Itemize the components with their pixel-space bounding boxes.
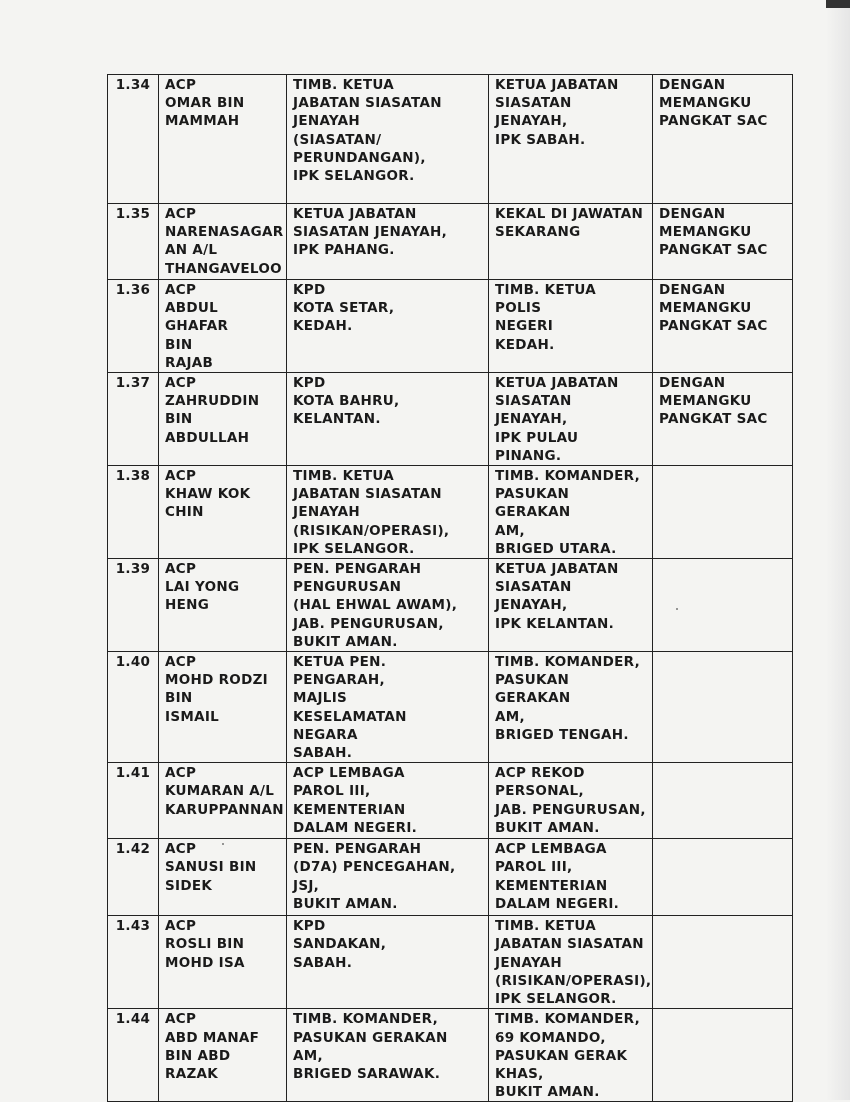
new-post: ACP LEMBAGA PAROL III, KEMENTERIAN DALAM NEGERI. [489, 839, 653, 916]
officer-name: ACP ABDUL GHAFAR BIN RAJAB [159, 280, 287, 373]
officer-name: ACP LAI YONG HENG [159, 559, 287, 652]
scan-speck [676, 608, 678, 610]
new-post: TIMB. KETUA POLIS NEGERI KEDAH. [489, 280, 653, 373]
current-post: KETUA JABATAN SIASATAN JENAYAH, IPK PAHANG. [287, 204, 489, 280]
table-row [108, 373, 793, 466]
current-post: TIMB. KETUA JABATAN SIASATAN JENAYAH (SIASATAN/ PERUNDANGAN), IPK SELANGOR. [287, 75, 489, 204]
current-post: KPD KOTA BAHRU, KELANTAN. [287, 373, 489, 466]
remark [653, 559, 793, 652]
new-post: KETUA JABATAN SIASATAN JENAYAH, IPK KELANTAN. [489, 559, 653, 652]
officer-name: ACP ABD MANAF BIN ABD RAZAK [159, 1009, 287, 1102]
table-row [108, 916, 793, 1009]
row-number: 1.41 [108, 763, 159, 839]
remark: DENGAN MEMANGKU PANGKAT SAC [653, 280, 793, 373]
row-number: 1.44 [108, 1009, 159, 1102]
remark [653, 916, 793, 1009]
new-post: KETUA JABATAN SIASATAN JENAYAH, IPK SABAH. [489, 75, 653, 204]
row-number: 1.43 [108, 916, 159, 1009]
officer-name: ACP ROSLI BIN MOHD ISA [159, 916, 287, 1009]
remark: DENGAN MEMANGKU PANGKAT SAC [653, 75, 793, 204]
remark: DENGAN MEMANGKU PANGKAT SAC [653, 373, 793, 466]
row-number: 1.35 [108, 204, 159, 280]
remark: DENGAN MEMANGKU PANGKAT SAC [653, 204, 793, 280]
remark [653, 763, 793, 839]
current-post: KPD SANDAKAN, SABAH. [287, 916, 489, 1009]
officer-name: ACP NARENASAGAR AN A/L THANGAVELOO [159, 204, 287, 280]
new-post: TIMB. KETUA JABATAN SIASATAN JENAYAH (RISIKAN/OPERASI), IPK SELANGOR. [489, 916, 653, 1009]
table-row [108, 559, 793, 652]
row-number: 1.40 [108, 652, 159, 763]
table-row [108, 839, 793, 916]
row-number: 1.38 [108, 466, 159, 559]
new-post: ACP REKOD PERSONAL, JAB. PENGURUSAN, BUKIT AMAN. [489, 763, 653, 839]
table-row [108, 75, 793, 204]
current-post: TIMB. KETUA JABATAN SIASATAN JENAYAH (RISIKAN/OPERASI), IPK SELANGOR. [287, 466, 489, 559]
row-number: 1.37 [108, 373, 159, 466]
new-post: TIMB. KOMANDER, PASUKAN GERAKAN AM, BRIGED TENGAH. [489, 652, 653, 763]
current-post: PEN. PENGARAH PENGURUSAN (HAL EHWAL AWAM), JAB. PENGURUSAN, BUKIT AMAN. [287, 559, 489, 652]
current-post: PEN. PENGARAH (D7A) PENCEGAHAN, JSJ, BUKIT AMAN. [287, 839, 489, 916]
new-post: TIMB. KOMANDER, 69 KOMANDO, PASUKAN GERAK KHAS, BUKIT AMAN. [489, 1009, 653, 1102]
table-row [108, 466, 793, 559]
page-edge-shadow [826, 0, 850, 1100]
remark [653, 839, 793, 916]
officer-name: ACP MOHD RODZI BIN ISMAIL [159, 652, 287, 763]
remark [653, 1009, 793, 1102]
row-number: 1.39 [108, 559, 159, 652]
transfer-table [107, 74, 793, 1102]
table-row [108, 1009, 793, 1102]
current-post: ACP LEMBAGA PAROL III, KEMENTERIAN DALAM NEGERI. [287, 763, 489, 839]
officer-name: ACP ZAHRUDDIN BIN ABDULLAH [159, 373, 287, 466]
table-row [108, 763, 793, 839]
current-post: KPD KOTA SETAR, KEDAH. [287, 280, 489, 373]
remark [653, 652, 793, 763]
new-post: KEKAL DI JAWATAN SEKARANG [489, 204, 653, 280]
new-post: KETUA JABATAN SIASATAN JENAYAH, IPK PULAU PINANG. [489, 373, 653, 466]
remark [653, 466, 793, 559]
current-post: TIMB. KOMANDER, PASUKAN GERAKAN AM, BRIGED SARAWAK. [287, 1009, 489, 1102]
officer-name: ACP KUMARAN A/L KARUPPANNAN [159, 763, 287, 839]
current-post: KETUA PEN. PENGARAH, MAJLIS KESELAMATAN NEGARA SABAH. [287, 652, 489, 763]
table-row [108, 280, 793, 373]
officer-name: ACP SANUSI BIN SIDEK [159, 839, 287, 916]
row-number: 1.34 [108, 75, 159, 204]
table-row [108, 204, 793, 280]
scan-speck [222, 843, 224, 845]
officer-name: ACP KHAW KOK CHIN [159, 466, 287, 559]
row-number: 1.42 [108, 839, 159, 916]
scan-corner-mark [826, 0, 850, 8]
officer-name: ACP OMAR BIN MAMMAH [159, 75, 287, 204]
table-row [108, 652, 793, 763]
row-number: 1.36 [108, 280, 159, 373]
new-post: TIMB. KOMANDER, PASUKAN GERAKAN AM, BRIGED UTARA. [489, 466, 653, 559]
